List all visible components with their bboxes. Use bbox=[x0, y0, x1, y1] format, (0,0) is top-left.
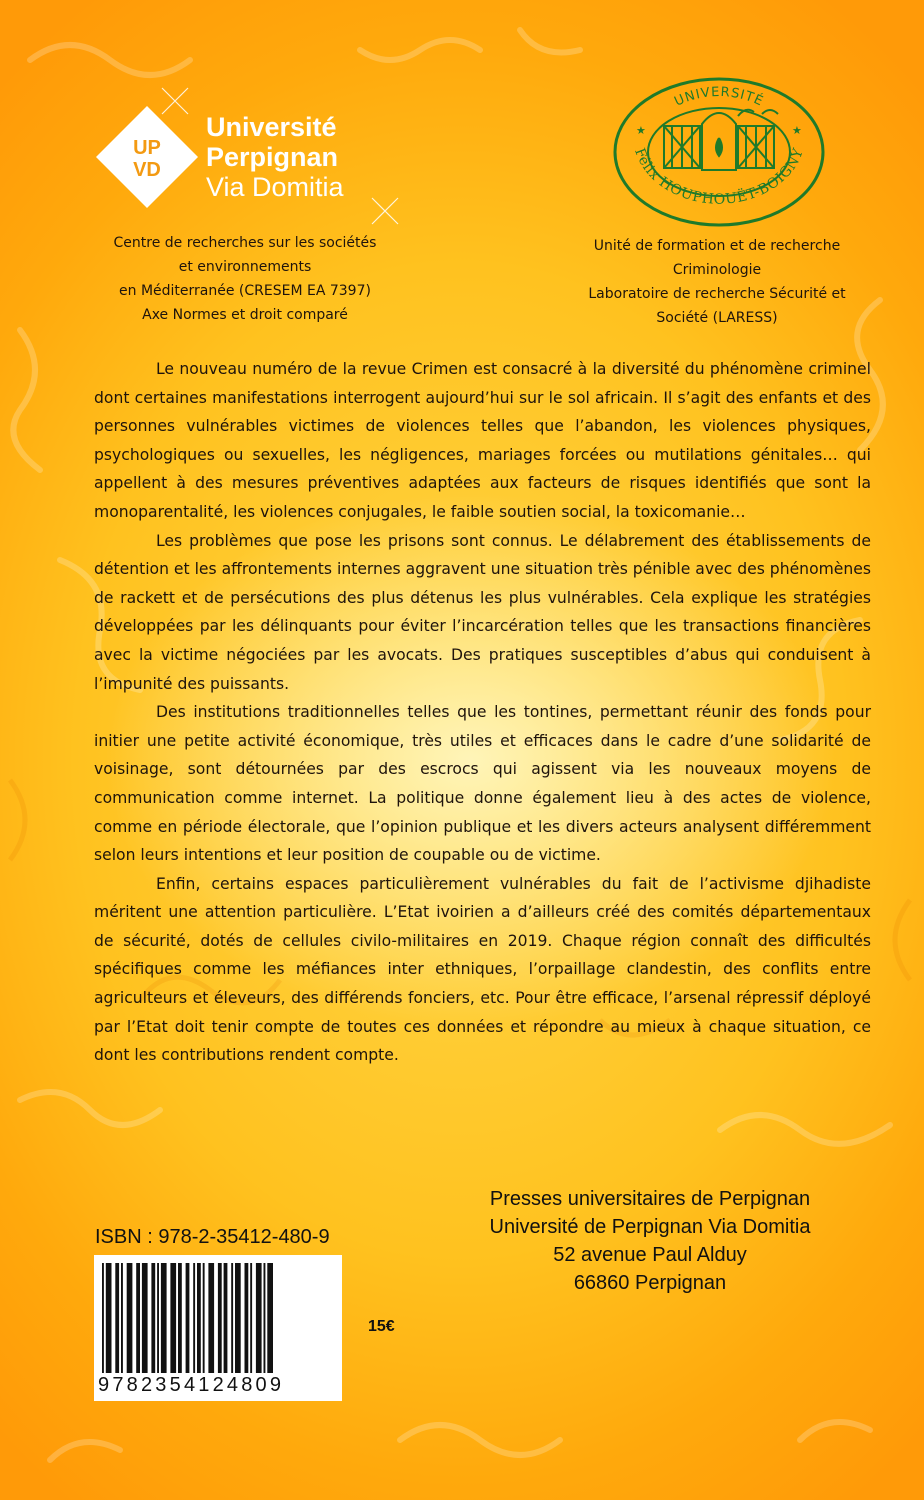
seal-drum-emblem bbox=[664, 110, 778, 170]
barcode-bar bbox=[250, 1263, 252, 1373]
fhb-university-seal bbox=[612, 76, 826, 228]
barcode-bar bbox=[106, 1263, 112, 1373]
upvd-badge-bottom: VD bbox=[133, 159, 161, 181]
barcode-bar bbox=[224, 1263, 228, 1373]
upvd-badge-top: UP bbox=[133, 137, 161, 159]
summary-paragraph-2: Les problèmes que pose les prisons sont connus. Le délabrement des établissements de détention et les affrontements internes aggravent une situation très pénible avec des phénomènes de rackett et de persécutions des plus détenus les plus vulnérables. Cela explique les stratégies développées par les délinquants pour éviter l’incarcération telles que les transactions financières avec la victime négociées par les avocats. Des pratiques susceptibles d’abus qui conduisent à l’impunité des puissants. bbox=[94, 531, 871, 693]
publisher-line1: Presses universitaires de Perpignan bbox=[489, 1188, 811, 1210]
barcode-bar bbox=[197, 1263, 201, 1373]
publisher-line2: Université de Perpignan Via Domitia bbox=[489, 1216, 811, 1238]
upvd-name-line2: Perpignan bbox=[206, 142, 339, 173]
barcode-bar bbox=[121, 1263, 123, 1373]
seal-bottom-text: Félix HOUPHOUËT-BOIGNY bbox=[631, 146, 807, 208]
barcode-bar bbox=[203, 1263, 205, 1373]
back-cover-summary bbox=[94, 355, 871, 1070]
seal-star-icon: ★ bbox=[636, 124, 646, 137]
barcode-bar bbox=[136, 1263, 140, 1373]
publisher-line3: 52 avenue Paul Alduy bbox=[553, 1244, 747, 1266]
upvd-logo-name bbox=[206, 112, 344, 203]
upvd-name-line3: Via Domitia bbox=[206, 172, 344, 203]
summary-paragraph-4: Enfin, certains espaces particulièrement vulnérables du fait de l’activisme djihadiste méritent une attention particulière. L’Etat ivoirien a d’ailleurs créé des comités départementaux de sécurité, dotés de cellules civilo-militaires en 2019. Chaque région connaît des difficultés spécifiques comme les méfiances inter ethniques, l’orpaillage clandestin, des conflits entre agriculteurs et éleveurs, des différends fonciers, etc. Pour être efficace, l’arsenal répressif déployé par l’Etat doit tenir compte de toutes ces données et répondre au mieux à chaque situation, ce dont les contributions rendent compte. bbox=[94, 874, 871, 1065]
cresem-affiliation bbox=[80, 231, 410, 327]
fhb-line2: Criminologie bbox=[672, 262, 762, 278]
decor-cross-icon bbox=[370, 196, 400, 226]
barcode-bar bbox=[161, 1263, 167, 1373]
price: 15€ bbox=[368, 1318, 395, 1335]
upvd-name-line1: Université bbox=[206, 112, 337, 142]
barcode-bar bbox=[127, 1263, 133, 1373]
upvd-logo-diamond bbox=[96, 106, 198, 208]
barcode-digits: 9782354124809 bbox=[98, 1374, 285, 1396]
barcode-bar bbox=[193, 1263, 195, 1373]
cresem-line3: en Méditerranée (CRESEM EA 7397) bbox=[119, 283, 371, 299]
publisher-address bbox=[440, 1185, 860, 1297]
barcode-bar bbox=[256, 1263, 262, 1373]
fhb-line4: Société (LARESS) bbox=[656, 310, 778, 326]
barcode-bar bbox=[157, 1263, 159, 1373]
summary-paragraph-3: Des institutions traditionnelles telles que les tontines, permettant réunir des fonds pour initier une petite activité économique, très utiles et efficaces dans le cadre d’une solidarité de voisinage, sont détournées par des escrocs qui agissent via les nouveaux moyens de communication comme internet. La politique donne également lieu à des actes de violence, comme en période électorale, que l’opinion publique et les divers acteurs analysent différemment selon leurs intentions et leur position de coupable ou de victime. bbox=[94, 703, 871, 865]
cresem-line1: Centre de recherches sur les sociétés bbox=[113, 235, 377, 251]
summary-paragraph-1: Le nouveau numéro de la revue Crimen est consacré à la diversité du phénomène criminel dont certaines manifestations interrogent aujourd’hui sur le sol africain. Il s’agit des enfants et des personnes vulnérables victimes de violences telles que l’abandon, les violences physiques, psychologiques ou sexuelles, les négligences, mariages forcées ou mutilations génitales… qui appellent à des mesures préventives adaptées aux facteurs de risques identifiés que sont la monoparentalité, les violences conjugales, le faible soutien social, la toxicomanie… bbox=[94, 360, 871, 521]
seal-star-icon: ★ bbox=[792, 124, 802, 137]
barcode-bar bbox=[264, 1263, 266, 1373]
barcode-bar bbox=[151, 1263, 155, 1373]
barcode-bar bbox=[115, 1263, 119, 1373]
barcode-bar bbox=[178, 1263, 182, 1373]
svg-text:UNIVERSITÉ bbox=[672, 85, 766, 110]
isbn-label: ISBN : 978-2-35412-480-9 bbox=[95, 1226, 330, 1248]
barcode-bar bbox=[186, 1263, 190, 1373]
barcode-bar bbox=[142, 1263, 148, 1373]
barcode-bar bbox=[235, 1263, 241, 1373]
publisher-line4: 66860 Perpignan bbox=[573, 1272, 727, 1294]
barcode-bar bbox=[218, 1263, 222, 1373]
fhb-line3: Laboratoire de recherche Sécurité et bbox=[588, 286, 846, 302]
barcode-bar bbox=[170, 1263, 176, 1373]
seal-top-text: UNIVERSITÉ bbox=[672, 84, 766, 110]
barcode-bar bbox=[208, 1263, 214, 1373]
barcode-bar bbox=[267, 1263, 273, 1373]
barcode-bar bbox=[231, 1263, 233, 1373]
cresem-line2: et environnements bbox=[178, 259, 312, 275]
barcode-bar bbox=[245, 1263, 249, 1373]
fhb-line1: Unité de formation et de recherche bbox=[593, 238, 841, 254]
barcode-bar bbox=[102, 1263, 104, 1373]
fhb-affiliation bbox=[572, 234, 862, 330]
cresem-line4: Axe Normes et droit comparé bbox=[142, 307, 348, 323]
